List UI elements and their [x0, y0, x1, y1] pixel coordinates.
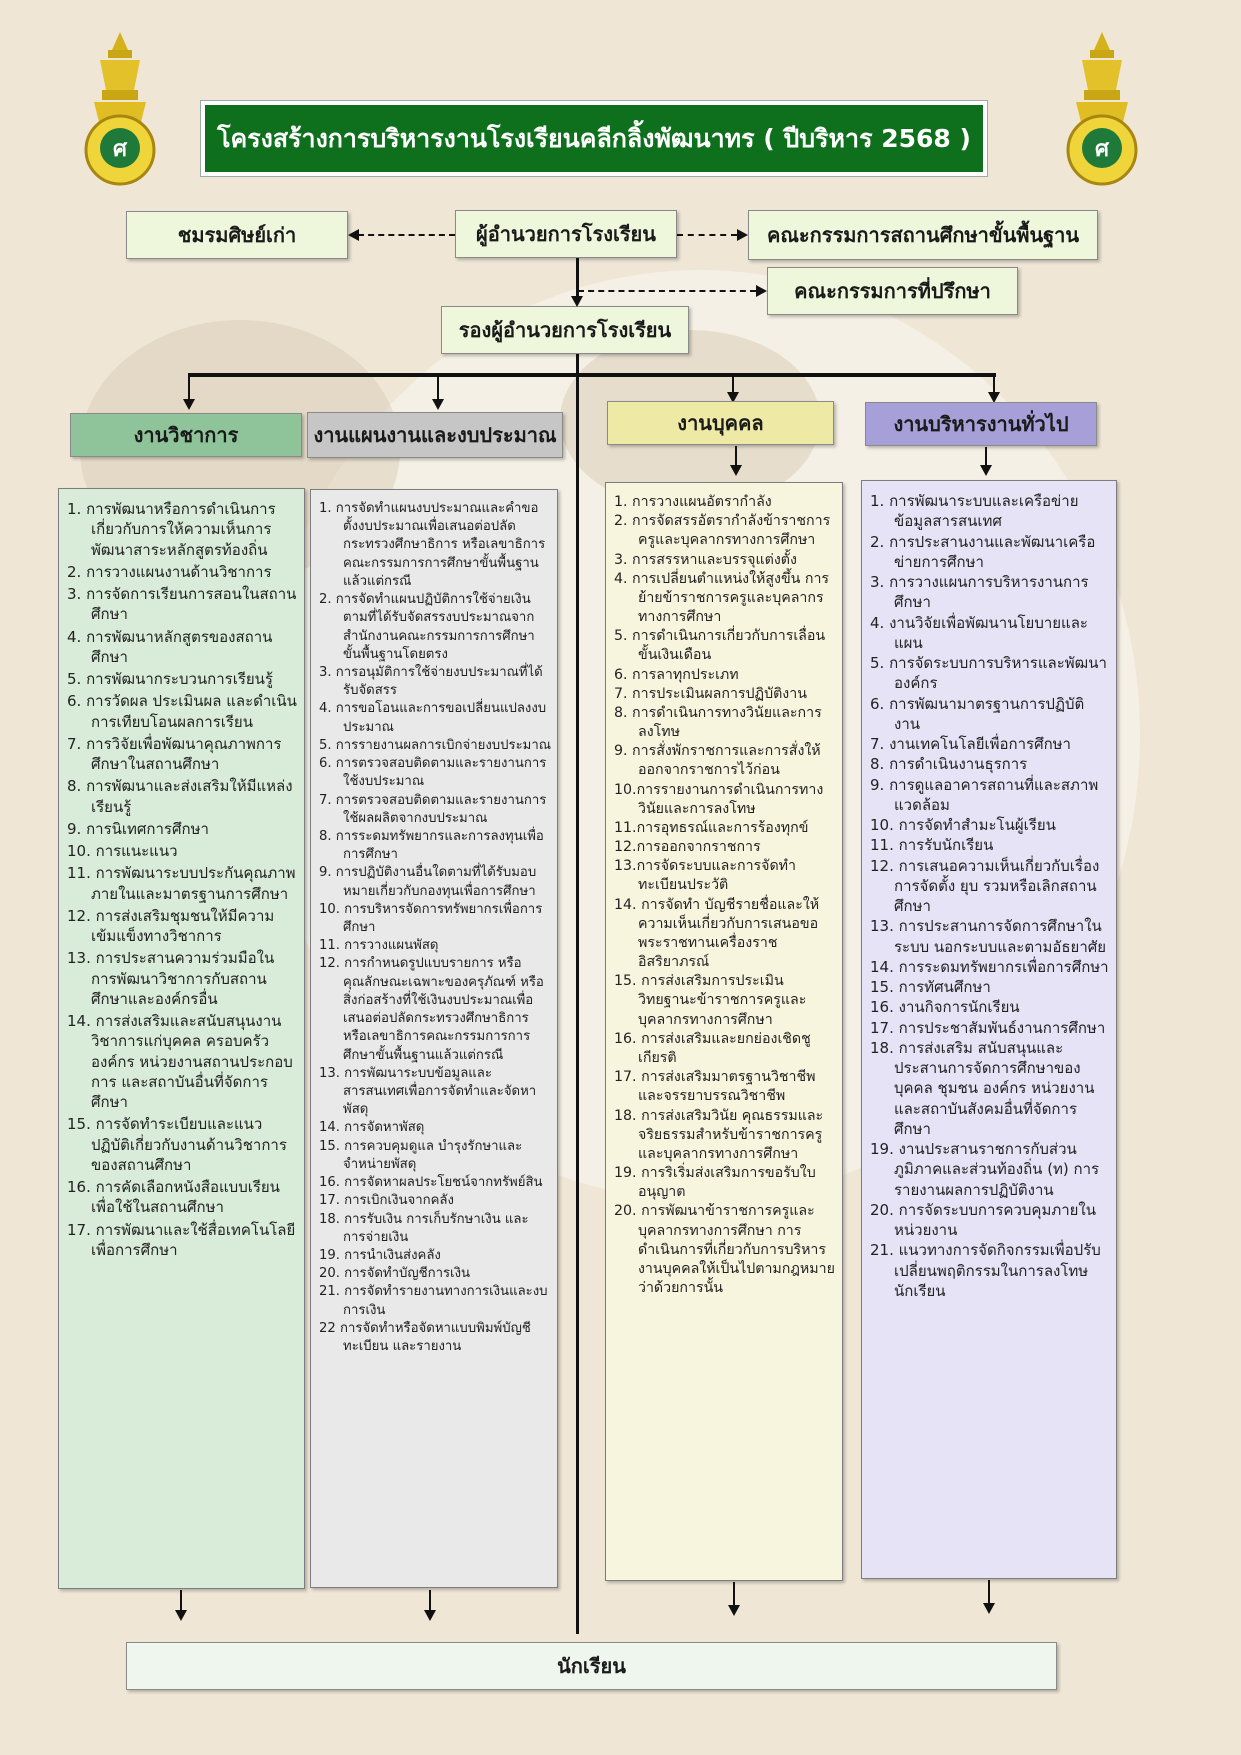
task-item: 2. การจัดทำแผนปฏิบัติการใช้จ่ายเงินตามที่ได้รับจัดสรรงบประมาณจากสำนักงานคณะกรรมการการศึกษาขั้นพื้นฐานโดยตรง: [319, 592, 535, 662]
task-item: 13. การประสานการจัดการศึกษาในระบบ นอกระบบและตามอัธยาศัย: [870, 917, 1107, 956]
task-item: 16. การคัดเลือกหนังสือแบบเรียนเพื่อใช้ในสถานศึกษา: [67, 1178, 280, 1217]
task-item: 15. การส่งเสริมการประเมินวิทยฐานะข้าราชการครูและบุคลากรทางการศึกษา: [614, 973, 807, 1028]
school-emblem-icon: [70, 30, 170, 190]
deputy-box: รองผู้อำนวยการโรงเรียน: [441, 306, 689, 354]
task-item: 5. การจัดระบบการบริหารและพัฒนาองค์กร: [870, 654, 1107, 693]
task-item: 15. การควบคุมดูแล บำรุงรักษาและจำหน่ายพัสดุ: [319, 1138, 523, 1172]
task-item: 10.การรายงานการดำเนินการทางวินัยและการลงโทษ: [614, 781, 824, 817]
task-item: 12. การเสนอความเห็นเกี่ยวกับเรื่องการจัดตั้ง ยุบ รวมหรือเลิกสถานศึกษา: [870, 856, 1100, 915]
task-item: 19. งานประสานราชการกับส่วนภูมิภาคและส่วนท้องถิ่น (ท) การรายงานผลการปฏิบัติงาน: [870, 1140, 1100, 1199]
arrow: [983, 1603, 995, 1614]
connector: [188, 373, 996, 377]
task-item: 2. การจัดสรรอัตรากำลังข้าราชการครูและบุคลากรทางการศึกษา: [614, 513, 831, 549]
task-item: 16. งานกิจการนักเรียน: [870, 998, 1020, 1017]
task-item: 20. การพัฒนาข้าราชการครูและบุคลากรทางการศึกษา การดำเนินการที่เกี่ยวกับการบริหารงานบุคคลให้เป็นไปตามกฎหมายว่าด้วยการนั้น: [614, 1203, 835, 1297]
arrow: [432, 399, 444, 410]
task-item: 3. การจัดการเรียนการสอนในสถานศึกษา: [67, 585, 297, 624]
task-item: 13. การพัฒนาระบบข้อมูลและสารสนเทศเพื่อการจัดทำและจัดหา พัสดุ: [319, 1065, 537, 1118]
arrow: [730, 465, 742, 476]
connector: [578, 290, 756, 292]
task-item: 5. การรายงานผลการเบิกจ่ายงบประมาณ: [319, 737, 552, 753]
task-item: 12. การส่งเสริมชุมชนให้มีความเข้มแข็งทางวิชาการ: [67, 906, 275, 945]
task-item: 11. การวางแผนพัสดุ: [319, 938, 439, 954]
task-item: 21. การจัดทำรายงานทางการเงินและงบการเงิน: [319, 1284, 548, 1318]
task-item: 12. การกำหนดรูปแบบรายการ หรือคุณลักษณะเฉพาะของครุภัณฑ์ หรือสิ่งก่อสร้างที่ใช้เงินงบประมาณเพื่อเสนอต่อปลัดกระทรวงศึกษาธิการ หรือเลขาธิการคณะกรรมการการศึกษาขั้นพื้นฐานแล้วแต่กรณี: [319, 956, 544, 1063]
task-item: 9. การปฏิบัติงานอื่นใดตามที่ได้รับมอบหมายเกี่ยวกับกองทุนเพื่อการศึกษา: [319, 865, 537, 899]
task-item: 8. การพัฒนาและส่งเสริมให้มีแหล่งเรียนรู้: [67, 777, 293, 816]
task-item: 14. การจัดหาพัสดุ: [319, 1120, 425, 1136]
alumni-box: ชมรมศิษย์เก่า: [126, 211, 348, 259]
task-item: 21. แนวทางการจัดกิจกรรมเพื่อปรับเปลี่ยนพฤติกรรมในการลงโทษนักเรียน: [870, 1241, 1101, 1300]
task-item: 10. การแนะแนว: [67, 842, 178, 860]
arrow: [348, 229, 359, 241]
task-item: 18. การส่งเสริมวินัย คุณธรรมและจริยธรรมสำหรับข้าราชการครูและบุคลากรทางการศึกษา: [614, 1107, 824, 1162]
task-item: 22 การจัดทำหรือจัดหาแบบพิมพ์บัญชีทะเบียน และรายงาน: [319, 1320, 531, 1355]
task-item: 5. การดำเนินการเกี่ยวกับการเลื่อนขั้นเงินเดือน: [614, 628, 826, 664]
director-box: ผู้อำนวยการโรงเรียน: [455, 210, 677, 258]
task-item: 4. การขอโอนและการขอเปลี่ยนแปลงงบประมาณ: [319, 701, 547, 735]
task-item: 20. การจัดระบบการควบคุมภายในหน่วยงาน: [870, 1200, 1097, 1239]
connector: [180, 1590, 182, 1612]
task-item: 1. การจัดทำแผนงบประมาณและคำขอตั้งงบประมาณเพื่อเสนอต่อปลัดกระทรวงศึกษาธิการ หรือเลขาธิการคณะกรรมการการศึกษาขั้นพื้นฐาน แล้วแต่กรณี: [319, 501, 546, 589]
task-item: 9. การสั่งพักราชการและการสั่งให้ออกจากราชการไว้ก่อน: [614, 743, 821, 779]
task-item: 7. งานเทคโนโลยีเพื่อการศึกษา: [870, 735, 1071, 753]
arrow: [571, 296, 583, 307]
task-item: 5. การพัฒนากระบวนการเรียนรู้: [67, 670, 273, 688]
task-item: 4. การพัฒนาหลักสูตรของสถานศึกษา: [67, 627, 273, 666]
arrow: [728, 1605, 740, 1616]
task-item: 17. การเบิกเงินจากคลัง: [319, 1193, 454, 1209]
task-item: 6. การพัฒนามาตรฐานการปฏิบัติงาน: [870, 694, 1085, 733]
task-item: 11.การอุทธรณ์และการร้องทุกข์: [614, 819, 809, 836]
board-box: คณะกรรมการสถานศึกษาขั้นพื้นฐาน: [748, 210, 1098, 260]
connector: [985, 447, 987, 466]
task-item: 4. งานวิจัยเพื่อพัฒนานโยบายและแผน: [870, 613, 1088, 652]
task-item: 11. การพัฒนาระบบประกันคุณภาพภายในและมาตรฐานการศึกษา: [67, 864, 296, 903]
task-item: 6. การตรวจสอบติดตามและรายงานการใช้งบประมาณ: [319, 756, 547, 790]
task-item: 15. การจัดทำระเบียบและแนวปฏิบัติเกี่ยวกับงานด้านวิชาการของสถานศึกษา: [67, 1115, 287, 1174]
task-item: 17. การส่งเสริมมาตรฐานวิชาชีพและจรรยาบรรณวิชาชีพ: [614, 1069, 816, 1105]
arrow: [756, 285, 767, 297]
task-item: 17. การพัฒนาและใช้สื่อเทคโนโลยีเพื่อการศึกษา: [67, 1220, 296, 1259]
task-item: 13. การประสานความร่วมมือในการพัฒนาวิชาการกับสถานศึกษาและองค์กรอื่น: [67, 949, 275, 1008]
task-item: 3. การวางแผนการบริหารงานการศึกษา: [870, 573, 1089, 612]
task-item: 14. การระดมทรัพยากรเพื่อการศึกษา: [870, 957, 1109, 976]
task-item: 15. การทัศนศึกษา: [870, 978, 991, 996]
task-item: 17. การประชาสัมพันธ์งานการศึกษา: [870, 1018, 1106, 1037]
task-item: 8. การดำเนินงานธุรการ: [870, 755, 1028, 774]
connector: [735, 446, 737, 466]
connector: [429, 1590, 431, 1612]
arrow: [183, 399, 195, 410]
task-item: 3. การอนุมัติการใช้จ่ายงบประมาณที่ได้รับจัดสรร: [319, 664, 543, 699]
task-item: 11. การรับนักเรียน: [870, 836, 994, 855]
connector: [733, 1582, 735, 1606]
academic-task-list: [58, 488, 305, 1589]
task-item: 8. การดำเนินการทางวินัยและการลงโทษ: [614, 704, 822, 741]
task-item: 1. การวางแผนอัตรากำลัง: [614, 494, 772, 510]
task-item: 19. การริเริ่มส่งเสริมการขอรับใบอนุญาต: [614, 1165, 816, 1201]
general-task-list: [861, 480, 1117, 1579]
task-item: 7. การตรวจสอบติดตามและรายงานการใช้ผลผลิตจากงบประมาณ: [319, 792, 547, 826]
connector: [988, 1580, 990, 1604]
task-item: 16. การส่งเสริมและยกย่องเชิดชูเกียรติ: [614, 1030, 811, 1066]
task-item: 16. การจัดหาผลประโยชน์จากทรัพย์สิน: [319, 1175, 543, 1191]
task-item: 7. การวิจัยเพื่อพัฒนาคุณภาพการศึกษาในสถานศึกษา: [67, 734, 282, 773]
task-item: 7. การประเมินผลการปฏิบัติงาน: [614, 685, 807, 702]
connector: [576, 354, 579, 1634]
task-item: 8. การระดมทรัพยากรและการลงทุนเพื่อการศึกษา: [319, 828, 544, 863]
task-item: 18. การรับเงิน การเก็บรักษาเงิน และการจ่ายเงิน: [319, 1211, 529, 1245]
task-item: 4. การเปลี่ยนตำแหน่งให้สูงขึ้น การย้ายข้าราชการครูและบุคลากรทางการศึกษา: [614, 570, 830, 626]
task-item: 2. การวางแผนงานด้านวิชาการ: [67, 562, 272, 581]
general-header: งานบริหารงานทั่วไป: [865, 402, 1097, 446]
task-item: 1. การพัฒนาระบบและเครือข่ายข้อมูลสารสนเทศ: [870, 492, 1079, 531]
task-item: 6. การลาทุกประเภท: [614, 666, 739, 683]
task-item: 10. การจัดทำสำมะโนผู้เรียน: [870, 816, 1056, 834]
connector: [677, 234, 737, 236]
arrow: [424, 1610, 436, 1621]
task-item: 2. การประสานงานและพัฒนาเครือข่ายการศึกษา: [870, 532, 1096, 571]
page-title: โครงสร้างการบริหารงานโรงเรียนคลีกลิ้งพัฒนาทร ( ปีบริหาร 2568 ): [201, 101, 987, 176]
budget-header: งานแผนงานและงบประมาณ: [307, 412, 563, 458]
task-item: 12.การออกจากราชการ: [614, 839, 761, 856]
arrow: [175, 1610, 187, 1621]
task-item: 9. การดูแลอาคารสถานที่และสภาพแวดล้อม: [870, 775, 1099, 814]
task-item: 13.การจัดระบบและการจัดทำทะเบียนประวัติ: [614, 858, 796, 894]
academic-header: งานวิชาการ: [70, 413, 302, 457]
task-item: 20. การจัดทำบัญชีการเงิน: [319, 1266, 471, 1282]
task-item: 14. การจัดทำ บัญชีรายชื่อและให้ความเห็นเกี่ยวกับการเสนอขอพระราชทานเครื่องราชอิสริยาภรณ์: [614, 896, 820, 971]
task-item: 19. การนำเงินส่งคลัง: [319, 1247, 441, 1263]
task-item: 18. การส่งเสริม สนับสนุนและประสานการจัดการศึกษาของบุคคล ชุมชน องค์กร หน่วยงานและสถาบันสังคมอื่นที่จัดการศึกษา: [870, 1038, 1095, 1138]
advisors-box: คณะกรรมการที่ปรึกษา: [767, 267, 1018, 315]
svg-text:ศ: ศ: [113, 137, 127, 162]
connector: [358, 234, 455, 236]
task-item: 3. การสรรหาและบรรจุแต่งตั้ง: [614, 551, 797, 568]
task-item: 6. การวัดผล ประเมินผล และดำเนินการเทียบโอนผลการเรียน: [67, 692, 297, 731]
task-item: 14. การส่งเสริมและสนับสนุนงานวิชาการแก่บุคคล ครอบครัว องค์กร หน่วยงานสถานประกอบการ และสถาบันอื่นที่จัดการศึกษา: [67, 1012, 293, 1111]
task-item: 9. การนิเทศการศึกษา: [67, 819, 209, 838]
arrow: [737, 229, 748, 241]
task-item: 1. การพัฒนาหรือการดำเนินการเกี่ยวกับการให้ความเห็นการพัฒนาสาระหลักสูตรท้องถิ่น: [67, 500, 276, 559]
students-box: นักเรียน: [126, 1642, 1057, 1690]
task-item: 10. การบริหารจัดการทรัพยากรเพื่อการศึกษา: [319, 901, 543, 936]
budget-task-list: [310, 489, 558, 1588]
personnel-header: งานบุคคล: [607, 401, 834, 445]
school-emblem-icon: [1052, 30, 1152, 190]
connector: [576, 258, 579, 298]
personnel-task-list: [605, 482, 843, 1581]
svg-text:ศ: ศ: [1095, 137, 1109, 162]
arrow: [980, 465, 992, 476]
